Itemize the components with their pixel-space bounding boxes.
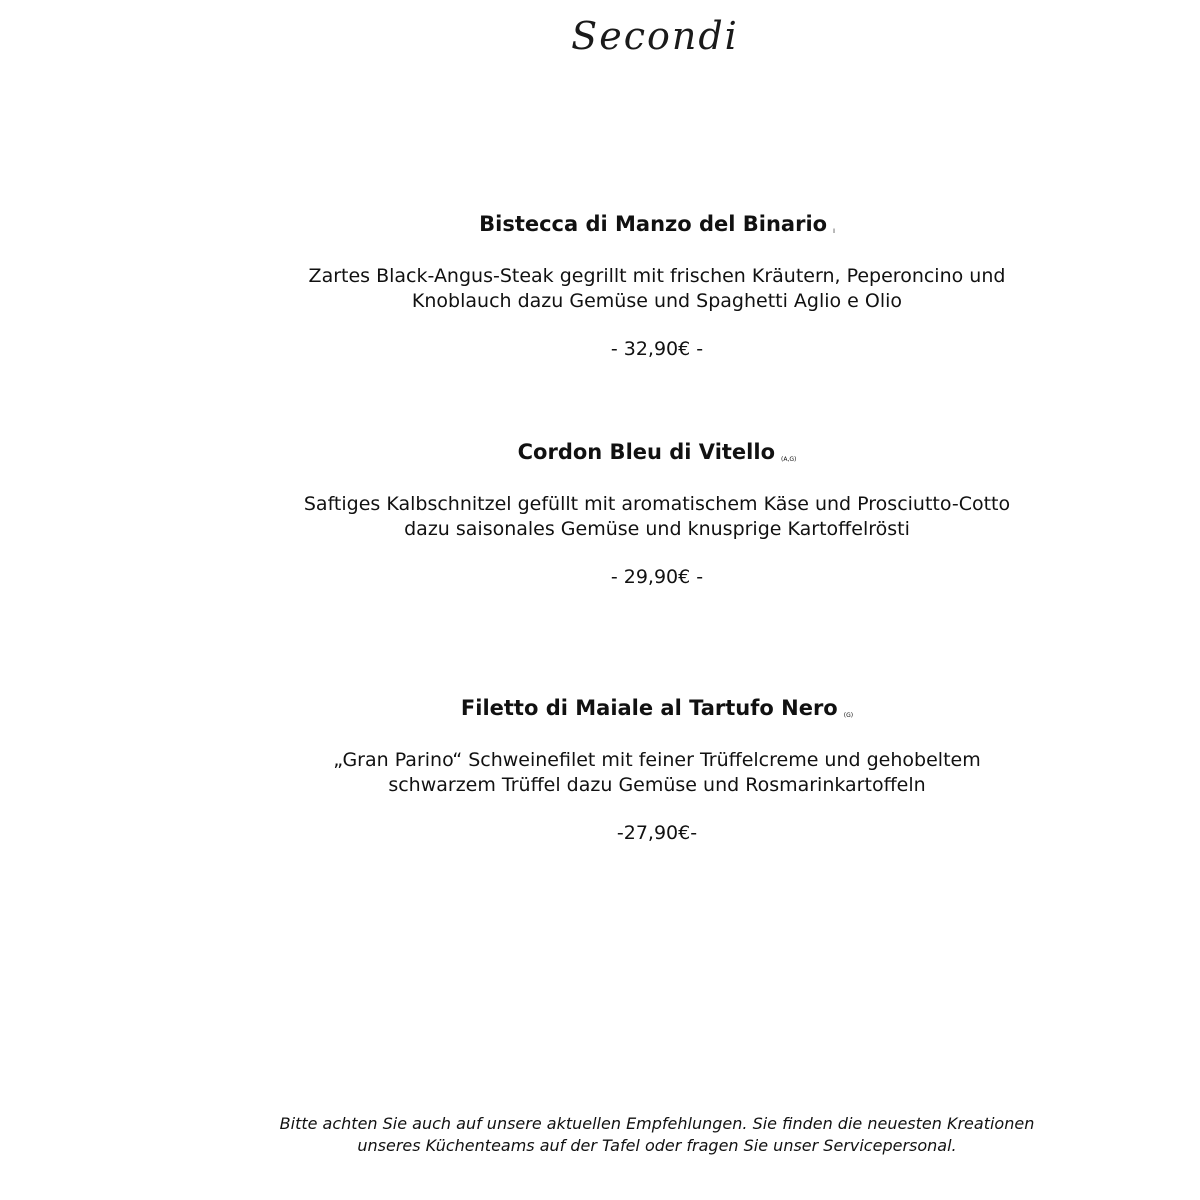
allergen-codes: (G): [843, 712, 854, 719]
allergen-codes: I: [833, 228, 835, 235]
dish-price: - 32,90€ -: [610, 338, 704, 360]
allergen-codes: (A,G): [781, 456, 797, 463]
dish-title: Bistecca di Manzo del Binario: [479, 212, 828, 236]
dish-cordon-bleu: [257, 439, 1057, 590]
dish-name: [257, 439, 1057, 473]
dish-price: -27,90€-: [616, 822, 698, 844]
dish-description: [257, 492, 1057, 542]
dish-bistecca: [257, 211, 1057, 362]
page-title: Secondi: [571, 14, 739, 58]
dish-name: [257, 695, 1057, 729]
dish-description-line: „Gran Parino“ Schweinefilet mit feiner Trüffelcreme und gehobeltem: [333, 749, 981, 771]
dish-description: [257, 748, 1057, 798]
dish-description-line: Knoblauch dazu Gemüse und Spaghetti Aglio e Olio: [411, 290, 903, 312]
dish-description: [257, 264, 1057, 314]
dish-title: Filetto di Maiale al Tartufo Nero: [460, 696, 838, 720]
dish-filetto: [257, 695, 1057, 846]
footer-note-line: unseres Küchenteams auf der Tafel oder fragen Sie unser Servicepersonal.: [357, 1136, 957, 1155]
dish-name: [257, 211, 1057, 245]
dish-description-line: dazu saisonales Gemüse und knusprige Kartoffelrösti: [404, 518, 910, 540]
footer-note: [257, 1113, 1057, 1157]
dish-description-line: Saftiges Kalbschnitzel gefüllt mit aromatischem Käse und Prosciutto-Cotto: [303, 493, 1011, 515]
dish-price: - 29,90€ -: [610, 566, 704, 588]
dish-description-line: schwarzem Trüffel dazu Gemüse und Rosmarinkartoffeln: [388, 774, 926, 796]
dish-description-line: Zartes Black-Angus-Steak gegrillt mit frischen Kräutern, Peperoncino und: [308, 265, 1006, 287]
dish-title: Cordon Bleu di Vitello: [517, 440, 775, 464]
footer-note-line: Bitte achten Sie auch auf unsere aktuellen Empfehlungen. Sie finden die neuesten Kreationen: [279, 1114, 1035, 1133]
